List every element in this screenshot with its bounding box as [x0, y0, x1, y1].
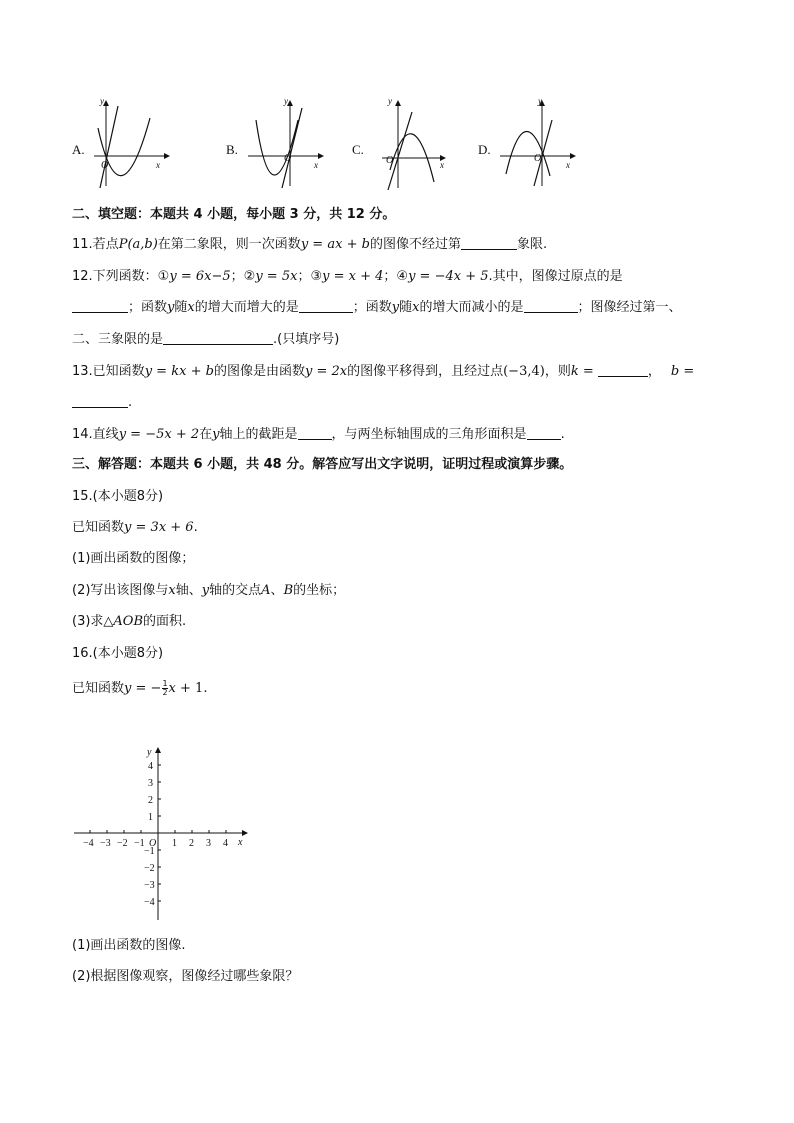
option-c-label: C.: [352, 142, 364, 157]
question-15-part-2: (2)写出该图像与x轴、y轴的交点A、B的坐标；: [72, 583, 346, 598]
blank-12-2[interactable]: [299, 299, 353, 313]
question-13: 13.已知函数y = kx + b的图像是由函数y = 2x的图像平移得到，且经过点(−3,4)，则k = ， b =: [72, 364, 695, 379]
grid-y-tick: −4: [144, 897, 155, 908]
coordinate-grid: [70, 745, 270, 925]
option-d-o: O: [534, 153, 542, 164]
blank-11[interactable]: [461, 236, 517, 250]
option-a-o: O: [101, 160, 109, 171]
fraction-one-half: $\frac{1}{2}$: [162, 679, 168, 697]
blank-13-b[interactable]: [72, 394, 128, 408]
blank-13-k[interactable]: [598, 363, 648, 377]
grid-x-tick: −1: [134, 838, 145, 849]
option-d-label: D.: [478, 142, 491, 157]
grid-y-tick: 2: [148, 795, 153, 806]
blank-12-3[interactable]: [524, 299, 578, 313]
grid-x-tick: 2: [189, 838, 194, 849]
option-d-graph: [498, 98, 588, 188]
option-c-graph: [378, 98, 458, 190]
option-a-x: x: [156, 160, 160, 170]
option-a-graph: [92, 98, 172, 188]
blank-14-2[interactable]: [527, 426, 561, 440]
option-b-o: O: [284, 153, 292, 164]
blank-14-1[interactable]: [298, 426, 332, 440]
grid-x-label: x: [238, 837, 243, 848]
option-c-o: O: [386, 155, 394, 166]
grid-x-tick: 4: [223, 838, 228, 849]
option-b-x: x: [314, 160, 318, 170]
question-16-head: 16.(本小题8分): [72, 646, 164, 661]
question-14: 14.直线y = −5x + 2在y轴上的截距是 ，与两坐标轴围成的三角形面积是 .: [72, 427, 565, 442]
option-b-y: y: [284, 96, 288, 106]
grid-x-tick: 3: [206, 838, 211, 849]
grid-x-tick: −3: [100, 838, 111, 849]
option-c-y: y: [388, 96, 392, 106]
grid-y-tick: 1: [148, 812, 153, 823]
grid-x-tick: −4: [83, 838, 94, 849]
option-d-x: x: [566, 160, 570, 170]
option-b-label: B.: [226, 142, 238, 157]
grid-x-tick: 1: [172, 838, 177, 849]
grid-y-tick: −2: [144, 863, 155, 874]
grid-y-tick: −3: [144, 880, 155, 891]
grid-y-tick: 4: [148, 761, 153, 772]
blank-12-1[interactable]: [72, 299, 128, 313]
option-d-y: y: [538, 96, 542, 106]
option-a-label: A.: [72, 142, 85, 157]
blank-12-4[interactable]: [163, 331, 273, 345]
question-12-line-1: 12.下列函数：①y = 6x−5；②y = 5x；③y = x + 4；④y = −4x + 5.其中，图像过原点的是: [72, 269, 623, 284]
question-16-given: 已知函数y = − $\frac{1}{2}$ x + 1.: [72, 679, 208, 697]
grid-y-tick: −1: [144, 846, 155, 857]
question-11: 11.若点P(a,b)在第二象限，则一次函数y = ax + b的图像不经过第 象限.: [72, 237, 548, 252]
grid-x-tick: −2: [117, 838, 128, 849]
question-15-head: 15.(本小题8分): [72, 489, 164, 504]
option-a-y: y: [100, 96, 104, 106]
grid-y-label: y: [147, 747, 152, 758]
question-12-line-2: ；函数y随x的增大而增大的是 ；函数y随x的增大而减小的是 ；图像经过第一、: [72, 299, 682, 317]
option-b-graph: [246, 98, 336, 188]
question-13-line-2: .: [72, 394, 132, 412]
option-c-x: x: [440, 160, 444, 170]
grid-y-tick: 3: [148, 778, 153, 789]
question-15-part-3: (3)求△AOB的面积.: [72, 614, 187, 629]
section-2-heading: 二、填空题：本题共 4 小题，每小题 3 分，共 12 分。: [72, 207, 396, 222]
section-3-heading: 三、解答题：本题共 6 小题，共 48 分。解答应写出文字说明，证明过程或演算步骤。: [72, 457, 573, 472]
question-16-part-1: (1)画出函数的图像.: [72, 938, 186, 953]
grid-origin: O: [149, 838, 157, 849]
question-15-part-1: (1)画出函数的图像；: [72, 551, 195, 566]
question-12-line-3: 二、三象限的是 .(只填序号): [72, 332, 340, 347]
question-16-part-2: (2)根据图像观察，图像经过哪些象限？: [72, 969, 299, 984]
question-15-given: 已知函数y = 3x + 6.: [72, 520, 198, 535]
